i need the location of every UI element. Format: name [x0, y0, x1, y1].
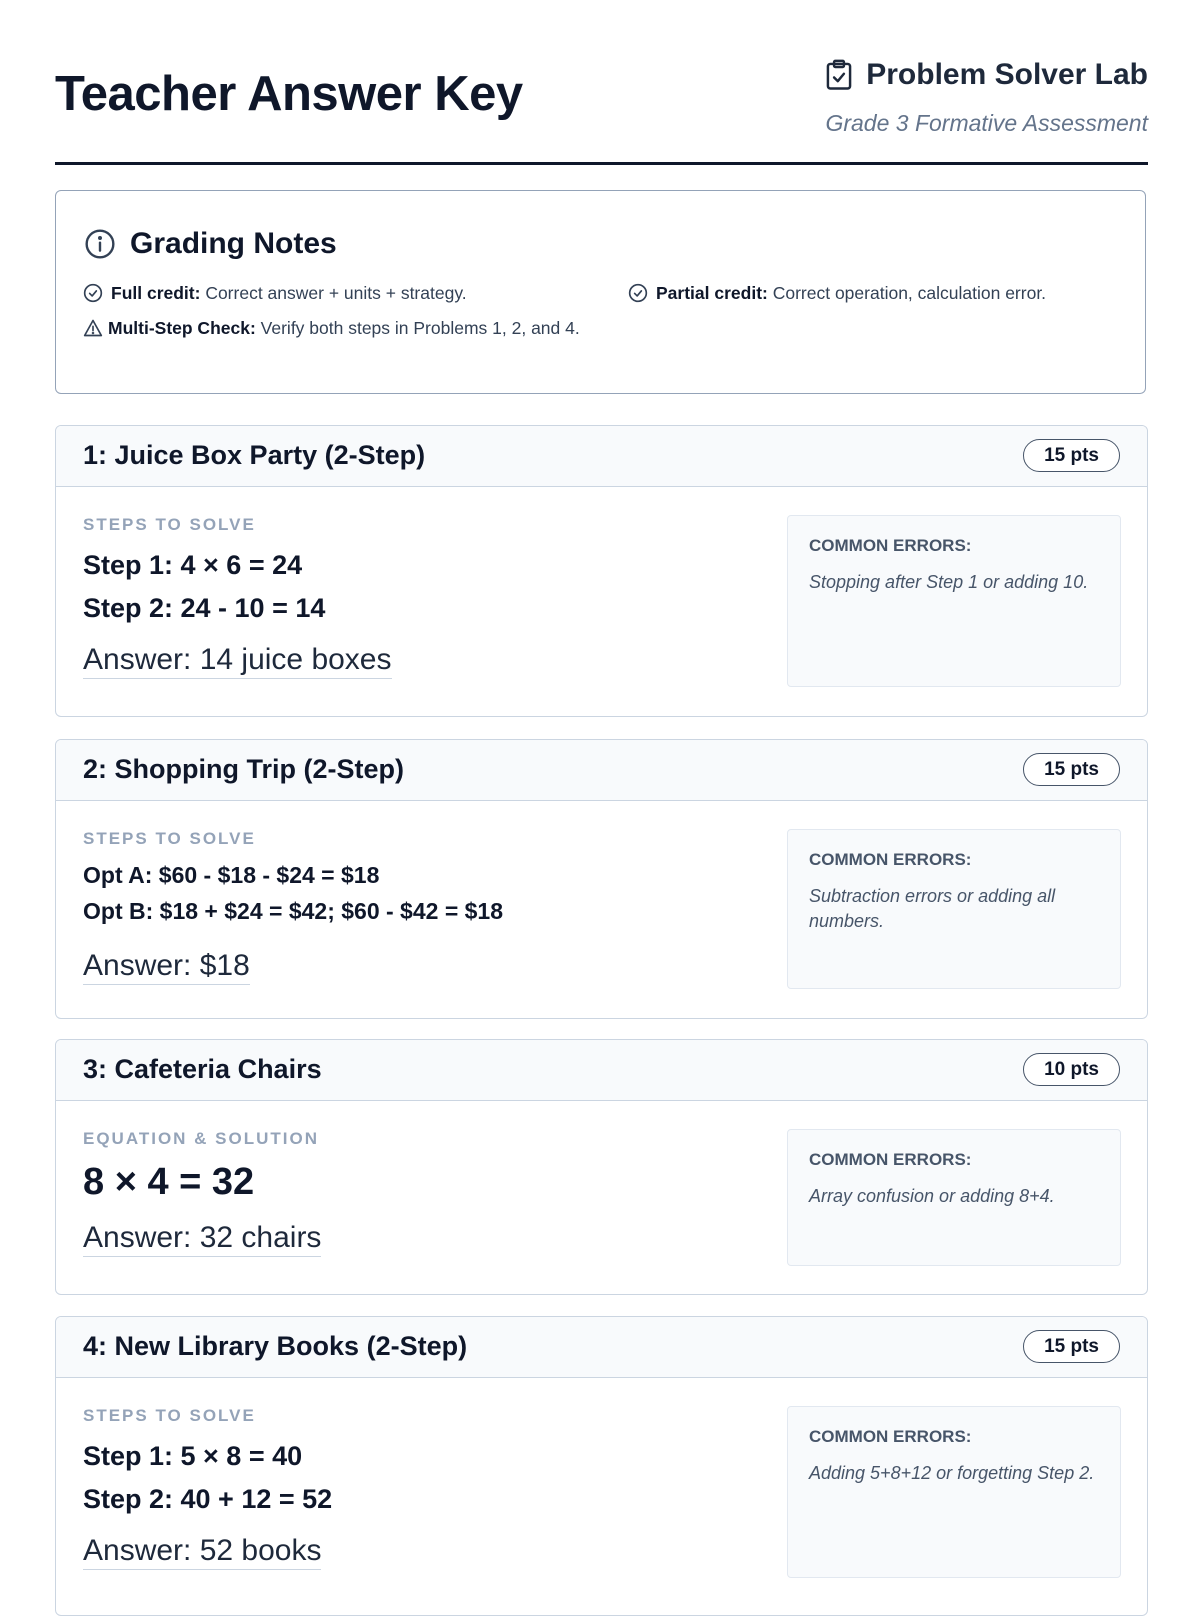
solution-step: Opt A: $60 - $18 - $24 = $18	[83, 862, 380, 888]
note-multi-step	[83, 315, 593, 341]
common-errors-box	[787, 1406, 1121, 1578]
problem-title: 1: Juice Box Party (2-Step)	[83, 440, 426, 470]
problem-card	[55, 1039, 1148, 1295]
note-text: Correct answer + units + strategy.	[200, 283, 467, 303]
common-errors-title: COMMON ERRORS:	[809, 1150, 972, 1169]
solution-step: Step 1: 4 × 6 = 24	[83, 550, 303, 580]
answer: Answer: $18	[83, 948, 250, 985]
page-header	[55, 0, 1148, 165]
problem-card	[55, 1316, 1148, 1616]
answer: Answer: 32 chairs	[83, 1220, 321, 1257]
common-errors-text: Adding 5+8+12 or forgetting Step 2.	[809, 1463, 1095, 1483]
section-label: STEPS TO SOLVE	[83, 515, 256, 534]
common-errors-box	[787, 829, 1121, 989]
problem-card	[55, 425, 1148, 717]
note-label: Full credit:	[111, 283, 201, 303]
brand-name: Problem Solver Lab	[866, 58, 1148, 91]
note-text: Verify both steps in Problems 1, 2, and 4.	[255, 318, 580, 338]
points-badge: 15 pts	[1023, 753, 1120, 786]
points-badge: 15 pts	[1023, 1330, 1120, 1363]
problem-header	[56, 740, 1147, 801]
solution-step: Step 2: 24 - 10 = 14	[83, 593, 326, 623]
note-full-credit	[83, 280, 467, 306]
answer: Answer: 14 juice boxes	[83, 642, 392, 679]
points-badge: 15 pts	[1023, 439, 1120, 472]
note-partial-credit	[628, 280, 1046, 306]
problem-card	[55, 739, 1148, 1019]
page-subtitle: Grade 3 Formative Assessment	[825, 110, 1148, 136]
grading-notes-title: Grading Notes	[130, 227, 337, 260]
problem-header	[56, 1317, 1147, 1378]
grading-notes-header	[84, 227, 337, 261]
problem-header	[56, 426, 1147, 487]
common-errors-box	[787, 515, 1121, 687]
section-label: EQUATION & SOLUTION	[83, 1129, 320, 1148]
solution-step: Step 1: 5 × 8 = 40	[83, 1441, 303, 1471]
page-title: Teacher Answer Key	[55, 67, 523, 121]
equation: 8 × 4 = 32	[83, 1161, 255, 1203]
note-label: Partial credit:	[656, 283, 768, 303]
info-icon	[84, 228, 116, 260]
section-label: STEPS TO SOLVE	[83, 829, 256, 848]
common-errors-title: COMMON ERRORS:	[809, 1427, 972, 1446]
brand	[824, 58, 1148, 92]
section-label: STEPS TO SOLVE	[83, 1406, 256, 1425]
problem-title: 4: New Library Books (2-Step)	[83, 1331, 468, 1361]
common-errors-box	[787, 1129, 1121, 1266]
problem-title: 3: Cafeteria Chairs	[83, 1054, 322, 1084]
note-text: Correct operation, calculation error.	[767, 283, 1047, 303]
common-errors-text: Subtraction errors or adding all numbers.	[809, 886, 1056, 931]
common-errors-title: COMMON ERRORS:	[809, 850, 972, 869]
answer-key-page	[55, 0, 1148, 1567]
answer: Answer: 52 books	[83, 1533, 321, 1570]
warning-triangle-icon	[83, 318, 103, 338]
common-errors-text: Stopping after Step 1 or adding 10.	[809, 572, 1089, 592]
solution-step: Opt B: $18 + $24 = $42; $60 - $42 = $18	[83, 898, 504, 924]
clipboard-check-icon	[824, 59, 854, 91]
check-circle-icon	[83, 283, 103, 303]
check-circle-icon	[628, 283, 648, 303]
common-errors-title: COMMON ERRORS:	[809, 536, 972, 555]
solution-step: Step 2: 40 + 12 = 52	[83, 1484, 333, 1514]
common-errors-text: Array confusion or adding 8+4.	[809, 1186, 1055, 1206]
problem-header	[56, 1040, 1147, 1101]
note-label: Multi-Step Check:	[108, 318, 256, 338]
problem-title: 2: Shopping Trip (2-Step)	[83, 754, 404, 784]
points-badge: 10 pts	[1023, 1053, 1120, 1086]
